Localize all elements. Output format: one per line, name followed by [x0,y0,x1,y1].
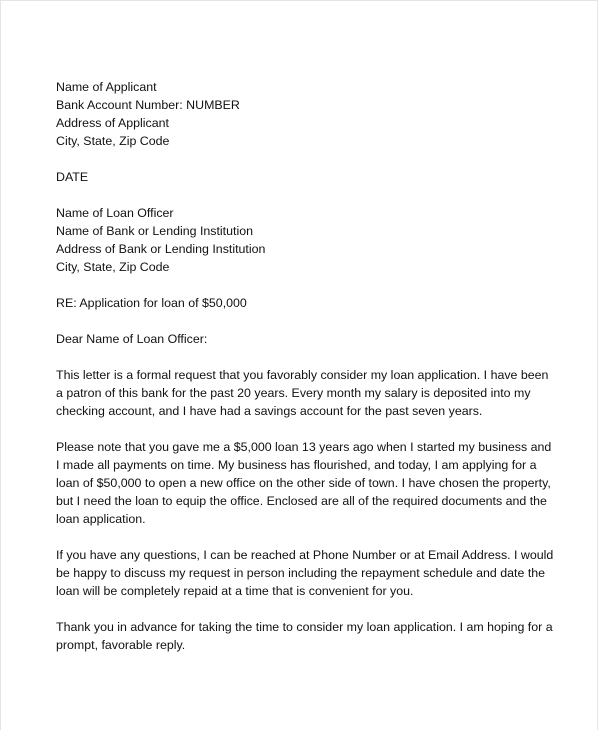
letter-date: DATE [56,170,89,184]
subject-line: RE: Application for loan of $50,000 [56,296,247,310]
bank-address: Address of Bank or Lending Institution [56,242,266,256]
bank-city-state-zip: City, State, Zip Code [56,260,170,274]
spacer [56,276,556,294]
spacer [56,528,556,546]
paragraph-line: I made all payments on time. My business has flourished, and today, I am applying for a [56,458,537,472]
applicant-name: Name of Applicant [56,80,157,94]
paragraph-line: This letter is a formal request that you favorably consider my loan application. I have been [56,368,549,382]
paragraph-formal-request [56,366,556,420]
paragraph-line: loan of $50,000 to open a new office on the other side of town. I have chosen the property, [56,476,551,490]
paragraph-line: loan application. [56,512,146,526]
paragraph-line: a patron of this bank for the past 20 years. Every month my salary is deposited into my [56,386,531,400]
spacer [56,186,556,204]
paragraph-loan-history [56,438,556,528]
recipient-address-block [56,204,556,276]
spacer [56,312,556,330]
spacer [56,150,556,168]
spacer [56,600,556,618]
paragraph-line: prompt, favorable reply. [56,638,186,652]
salutation: Dear Name of Loan Officer: [56,332,208,346]
paragraph-closing [56,618,556,654]
applicant-city-state-zip: City, State, Zip Code [56,134,170,148]
applicant-address: Address of Applicant [56,116,169,130]
spacer [56,348,556,366]
paragraph-line: loan will be completely repaid at a time that is convenient for you. [56,584,414,598]
paragraph-line: Thank you in advance for taking the time to consider my loan application. I am hoping for a [56,620,553,634]
paragraph-line: be happy to discuss my request in person including the repayment schedule and date the [56,566,546,580]
paragraph-line: but I need the loan to equip the office. Enclosed are all of the required documents and the [56,494,547,508]
loan-officer-name: Name of Loan Officer [56,206,174,220]
spacer [56,420,556,438]
bank-account-number: Bank Account Number: NUMBER [56,98,240,112]
bank-name: Name of Bank or Lending Institution [56,224,253,238]
letter-body [56,78,556,654]
paragraph-contact [56,546,556,600]
applicant-address-block [56,78,556,150]
paragraph-line: checking account, and I have had a savings account for the past seven years. [56,404,483,418]
paragraph-line: If you have any questions, I can be reached at Phone Number or at Email Address. I would [56,548,554,562]
paragraph-line: Please note that you gave me a $5,000 loan 13 years ago when I started my business and [56,440,552,454]
